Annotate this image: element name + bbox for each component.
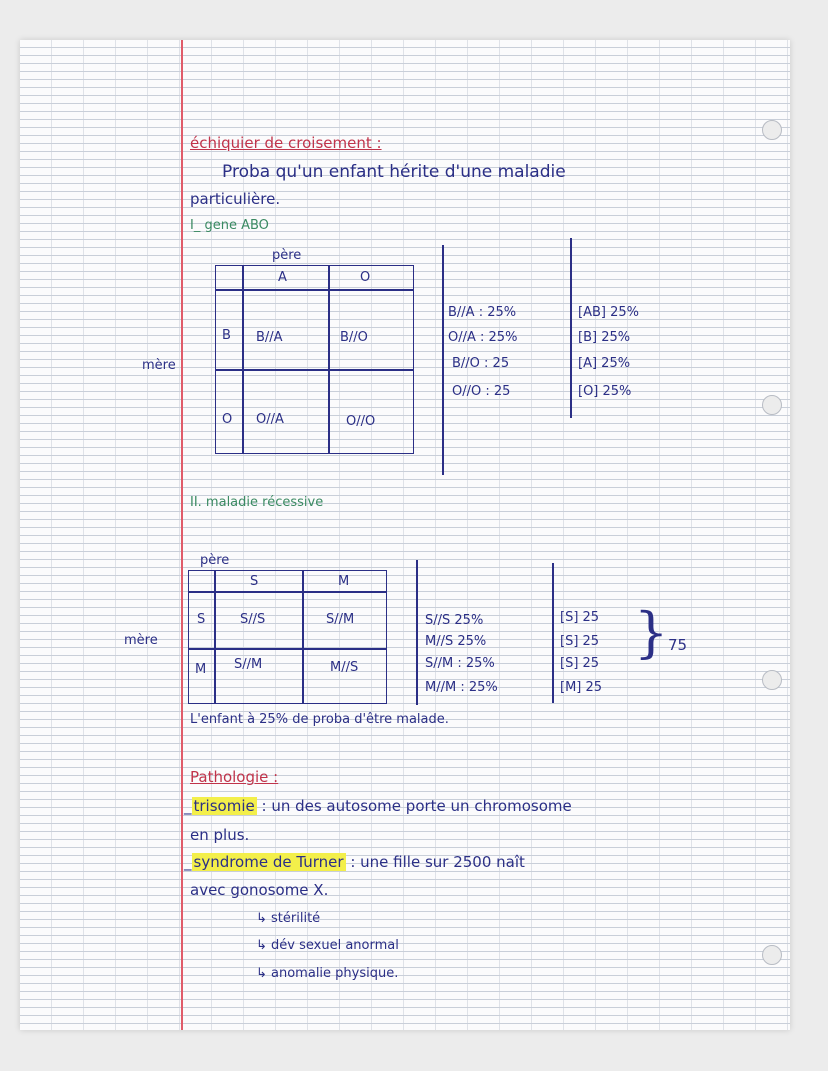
binder-hole (762, 395, 782, 415)
section1-divider (570, 238, 572, 418)
phenotype-line: [AB] 25% (578, 305, 639, 320)
brace-total: 75 (668, 636, 688, 654)
phenotype-line: [S] 25 (560, 610, 600, 625)
section2-cell: S//S (240, 612, 266, 627)
genotype-line: O//O : 25 (452, 384, 511, 399)
genotype-line: M//M : 25% (425, 680, 498, 695)
section1-pere-label: père (272, 248, 302, 263)
effect-item: ↳ dév sexuel anormal (256, 938, 399, 953)
section2-divider (416, 560, 418, 705)
section1-col-header: O (360, 270, 371, 285)
genotype-line: B//A : 25% (448, 305, 517, 320)
section2-conclusion: L'enfant à 25% de proba d'être malade. (190, 712, 449, 727)
section1-cell: O//A (256, 412, 284, 427)
section2-mere-label: mère (124, 633, 158, 648)
genotype-line: B//O : 25 (452, 356, 510, 371)
section1-heading: I_ gene ABO (190, 218, 269, 233)
section2-cell: S//M (326, 612, 355, 627)
intro-line-2: particulière. (190, 190, 281, 208)
genotype-line: S//S 25% (425, 613, 484, 628)
brace-symbol: } (634, 601, 669, 664)
section2-cell: S//M (234, 657, 263, 672)
phenotype-line: [M] 25 (560, 680, 603, 695)
section1-divider (442, 245, 444, 475)
genotype-line: S//M : 25% (425, 656, 495, 671)
section2-divider (552, 563, 554, 703)
effect-item: ↳ anomalie physique. (256, 966, 399, 981)
notebook-page (20, 40, 790, 1030)
trisomie-line: _ trisomie : un des autosome porte un chromosome (184, 797, 572, 815)
genotype-line: M//S 25% (425, 634, 487, 649)
section1-mere-label: mère (142, 358, 176, 373)
section2-heading: II. maladie récessive (190, 495, 324, 510)
genotype-line: O//A : 25% (448, 330, 518, 345)
binder-hole (762, 670, 782, 690)
section2-cell: M//S (330, 660, 359, 675)
page-title: échiquier de croisement : (190, 134, 382, 152)
pathologie-heading: Pathologie : (190, 768, 279, 786)
turner-line: _ syndrome de Turner : une fille sur 2500 naît (184, 853, 525, 871)
intro-line-1: Proba qu'un enfant hérite d'une maladie (222, 162, 566, 182)
section1-cell: B//O (340, 330, 368, 345)
phenotype-line: [S] 25 (560, 634, 600, 649)
turner-text: : une fille sur 2500 naît (350, 853, 525, 871)
section1-cell: B//A (256, 330, 283, 345)
section1-col-header: A (278, 270, 287, 285)
turner-text-2: avec gonosome X. (190, 881, 329, 899)
turner-term: syndrome de Turner (193, 853, 344, 871)
section2-row-header: M (195, 662, 207, 677)
phenotype-line: [B] 25% (578, 330, 631, 345)
section2-col-header: S (250, 574, 259, 589)
trisomie-text: : un des autosome porte un chromosome (261, 797, 572, 815)
section2-pere-label: père (200, 553, 230, 568)
phenotype-line: [S] 25 (560, 656, 600, 671)
section2-row-header: S (197, 612, 206, 627)
trisomie-term: trisomie (193, 797, 255, 815)
trisomie-text-2: en plus. (190, 826, 250, 844)
effect-item: ↳ stérilité (256, 911, 321, 926)
binder-hole (762, 945, 782, 965)
phenotype-line: [A] 25% (578, 356, 631, 371)
section1-cell: O//O (346, 414, 376, 429)
margin-line (181, 40, 183, 1030)
phenotype-line: [O] 25% (578, 384, 632, 399)
section1-row-header: B (222, 328, 231, 343)
binder-hole (762, 120, 782, 140)
section1-row-header: O (222, 412, 233, 427)
section2-col-header: M (338, 574, 350, 589)
